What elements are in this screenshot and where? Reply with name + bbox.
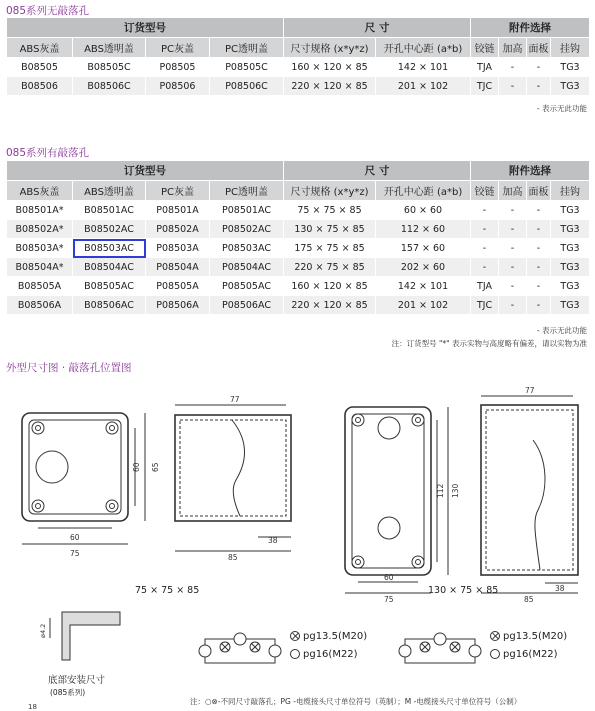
table-cell: TG3 [551, 296, 590, 315]
column-header: PC灰盖 [146, 38, 210, 58]
table-cell: 201 × 102 [376, 77, 471, 96]
table-row [7, 296, 590, 315]
table-cell: B08501AC [73, 201, 146, 220]
mount-detail-drawing [50, 612, 120, 660]
table-cell: B08503AC [73, 239, 146, 258]
table-cell: P08505AC [210, 277, 284, 296]
column-header-row [7, 181, 590, 201]
table-cell: P08504A [146, 258, 210, 277]
table-cell: 220 × 75 × 85 [284, 258, 376, 277]
column-header: 尺寸规格 (x*y*z) [284, 38, 376, 58]
table-cell: B08505A [7, 277, 73, 296]
knockout-x-icon [490, 631, 500, 641]
table-cell: B08502AC [73, 220, 146, 239]
column-header: 挂钩 [551, 181, 590, 201]
dim-77-right: 77 [525, 386, 535, 395]
table-cell: 160 × 120 × 85 [284, 58, 376, 77]
table-cell: - [499, 239, 527, 258]
mount-sublabel: (085系列) [50, 688, 86, 697]
table-row [7, 58, 590, 77]
column-header: PC透明盖 [210, 38, 284, 58]
column-header: 开孔中心距 (a*b) [376, 38, 471, 58]
column-header: 开孔中心距 (a*b) [376, 181, 471, 201]
table-cell: TJA [471, 58, 499, 77]
table-cell: - [499, 201, 527, 220]
group-accessories: 附件选择 [471, 161, 590, 181]
table-cell: TJC [471, 296, 499, 315]
table-cell: P08503A [146, 239, 210, 258]
table-cell: B08501A* [7, 201, 73, 220]
group-order-models: 订货型号 [7, 18, 284, 38]
column-header: ABS透明盖 [73, 38, 146, 58]
column-header: 铰链 [471, 38, 499, 58]
table-cell: B08503A* [7, 239, 73, 258]
table-row [7, 277, 590, 296]
table-cell: B08504A* [7, 258, 73, 277]
knockout-diagram-b [399, 633, 481, 663]
dim-75-left: 75 [70, 549, 80, 558]
column-header: PC透明盖 [210, 181, 284, 201]
column-header: 加高 [499, 38, 527, 58]
table-cell: 220 × 120 × 85 [284, 77, 376, 96]
table-row [7, 258, 590, 277]
dim-38-left: 38 [268, 536, 278, 545]
legend-a-x: pg13.5(M20) [290, 631, 367, 642]
table-row [7, 239, 590, 258]
table-cell: P08502A [146, 220, 210, 239]
table-row [7, 220, 590, 239]
table-cell: P08501A [146, 201, 210, 220]
section2-title: 085系列有敲落孔 [6, 147, 90, 159]
table-cell: - [527, 201, 551, 220]
table-cell: - [499, 296, 527, 315]
table-cell: TJA [471, 277, 499, 296]
table-cell: - [527, 277, 551, 296]
caption-130: 130 × 75 × 85 [428, 585, 499, 596]
dim-60-right: 60 [384, 573, 394, 582]
table-cell: P08506 [146, 77, 210, 96]
group-dimensions: 尺 寸 [284, 18, 471, 38]
table-cell: B08506 [7, 77, 73, 96]
dim-85-right: 85 [524, 595, 534, 604]
section2-note2: 注：订货型号 "*" 表示实物与高度略有偏差，请以实物为准 [391, 339, 587, 348]
table-cell: B08505 [7, 58, 73, 77]
column-header: 挂钩 [551, 38, 590, 58]
top-view-75 [22, 413, 145, 544]
table-cell: 202 × 60 [376, 258, 471, 277]
table-cell: - [499, 58, 527, 77]
knockout-diagram-a [199, 633, 281, 663]
dim-65-left: 65 [151, 462, 160, 472]
group-header-row [7, 161, 590, 181]
section1-note: - 表示无此功能 [536, 104, 587, 113]
spec-table-with-knockout [6, 160, 590, 315]
knockout-o-icon [290, 649, 300, 659]
table-cell: B08505C [73, 58, 146, 77]
table-cell: P08505 [146, 58, 210, 77]
column-header: ABS透明盖 [73, 181, 146, 201]
mount-label: 底部安装尺寸 [48, 675, 106, 686]
table-cell: P08504AC [210, 258, 284, 277]
table-cell: 175 × 75 × 85 [284, 239, 376, 258]
group-dimensions: 尺 寸 [284, 161, 471, 181]
table-cell: - [527, 296, 551, 315]
table-cell: - [527, 239, 551, 258]
table-cell: 130 × 75 × 85 [284, 220, 376, 239]
table-row [7, 201, 590, 220]
table-cell: 112 × 60 [376, 220, 471, 239]
table-cell: P08502AC [210, 220, 284, 239]
dim-60v-left: 60 [132, 462, 141, 472]
section2-note1: - 表示无此功能 [536, 326, 587, 335]
group-order-models: 订货型号 [7, 161, 284, 181]
table-cell: 142 × 101 [376, 58, 471, 77]
table-cell: P08501AC [210, 201, 284, 220]
table-cell: - [471, 239, 499, 258]
dim-60h-left: 60 [70, 533, 80, 542]
table-cell: B08506A [7, 296, 73, 315]
table-cell: - [527, 220, 551, 239]
table-cell: 160 × 120 × 85 [284, 277, 376, 296]
dim-112-right: 112 [436, 483, 445, 498]
legend-a-o: pg16(M22) [290, 649, 358, 660]
column-header: 加高 [499, 181, 527, 201]
column-header: 面板 [527, 38, 551, 58]
page-number: 18 [28, 703, 37, 711]
table-cell: 201 × 102 [376, 296, 471, 315]
table-cell: TG3 [551, 258, 590, 277]
table-cell: - [499, 258, 527, 277]
table-cell: TJC [471, 77, 499, 96]
table-cell: - [527, 258, 551, 277]
dim-130-right: 130 [451, 483, 460, 498]
table-cell: 60 × 60 [376, 201, 471, 220]
column-header: 面板 [527, 181, 551, 201]
table-cell: - [471, 201, 499, 220]
table-cell: P08505A [146, 277, 210, 296]
table-cell: P08505C [210, 58, 284, 77]
table-cell: TG3 [551, 239, 590, 258]
column-header: PC灰盖 [146, 181, 210, 201]
spec-table-no-knockout [6, 17, 590, 96]
legend-b-x: pg13.5(M20) [490, 631, 567, 642]
table-cell: - [471, 220, 499, 239]
table-cell: - [471, 258, 499, 277]
table-cell: TG3 [551, 58, 590, 77]
table-cell: B08502A* [7, 220, 73, 239]
table-cell: 142 × 101 [376, 277, 471, 296]
group-header-row [7, 18, 590, 38]
dim-75-right: 75 [384, 595, 394, 604]
column-header: 铰链 [471, 181, 499, 201]
knockout-o-icon [490, 649, 500, 659]
knockout-x-icon [290, 631, 300, 641]
table-cell: 157 × 60 [376, 239, 471, 258]
side-view-75 [175, 405, 291, 551]
column-header: ABS灰盖 [7, 38, 73, 58]
table-cell: - [499, 77, 527, 96]
footnote: 注：○⊗-不同尺寸敲落孔；PG -电缆接头尺寸单位符号（英制）；M -电缆接头尺寸单位符号（公制） [190, 697, 522, 706]
column-header-row [7, 38, 590, 58]
mount-dim: ø4.2 [39, 623, 47, 638]
legend-b-o: pg16(M22) [490, 649, 558, 660]
caption-75: 75 × 75 × 85 [135, 585, 200, 596]
table-cell: P08503AC [210, 239, 284, 258]
table-cell: P08506C [210, 77, 284, 96]
table-cell: TG3 [551, 220, 590, 239]
table-cell: 220 × 120 × 85 [284, 296, 376, 315]
table-cell: B08504AC [73, 258, 146, 277]
table-cell: TG3 [551, 77, 590, 96]
dim-85-left: 85 [228, 553, 238, 562]
table-cell: P08506AC [210, 296, 284, 315]
side-view-130 [481, 396, 578, 593]
table-cell: - [527, 77, 551, 96]
column-header: 尺寸规格 (x*y*z) [284, 181, 376, 201]
table-cell: - [499, 220, 527, 239]
table-cell: P08506A [146, 296, 210, 315]
table-cell: TG3 [551, 201, 590, 220]
table-cell: 75 × 75 × 85 [284, 201, 376, 220]
table-cell: TG3 [551, 277, 590, 296]
table-cell: - [527, 58, 551, 77]
section1-title: 085系列无敲落孔 [6, 5, 90, 17]
group-accessories: 附件选择 [471, 18, 590, 38]
table-cell: - [499, 277, 527, 296]
top-view-130 [345, 407, 448, 593]
table-cell: B08506AC [73, 296, 146, 315]
table-row [7, 77, 590, 96]
table-cell: B08506C [73, 77, 146, 96]
dim-38-right: 38 [555, 584, 565, 593]
table-cell: B08505AC [73, 277, 146, 296]
column-header: ABS灰盖 [7, 181, 73, 201]
dim-77-left: 77 [230, 395, 240, 404]
drawings-title: 外型尺寸图 · 敲落孔位置图 [6, 362, 132, 374]
